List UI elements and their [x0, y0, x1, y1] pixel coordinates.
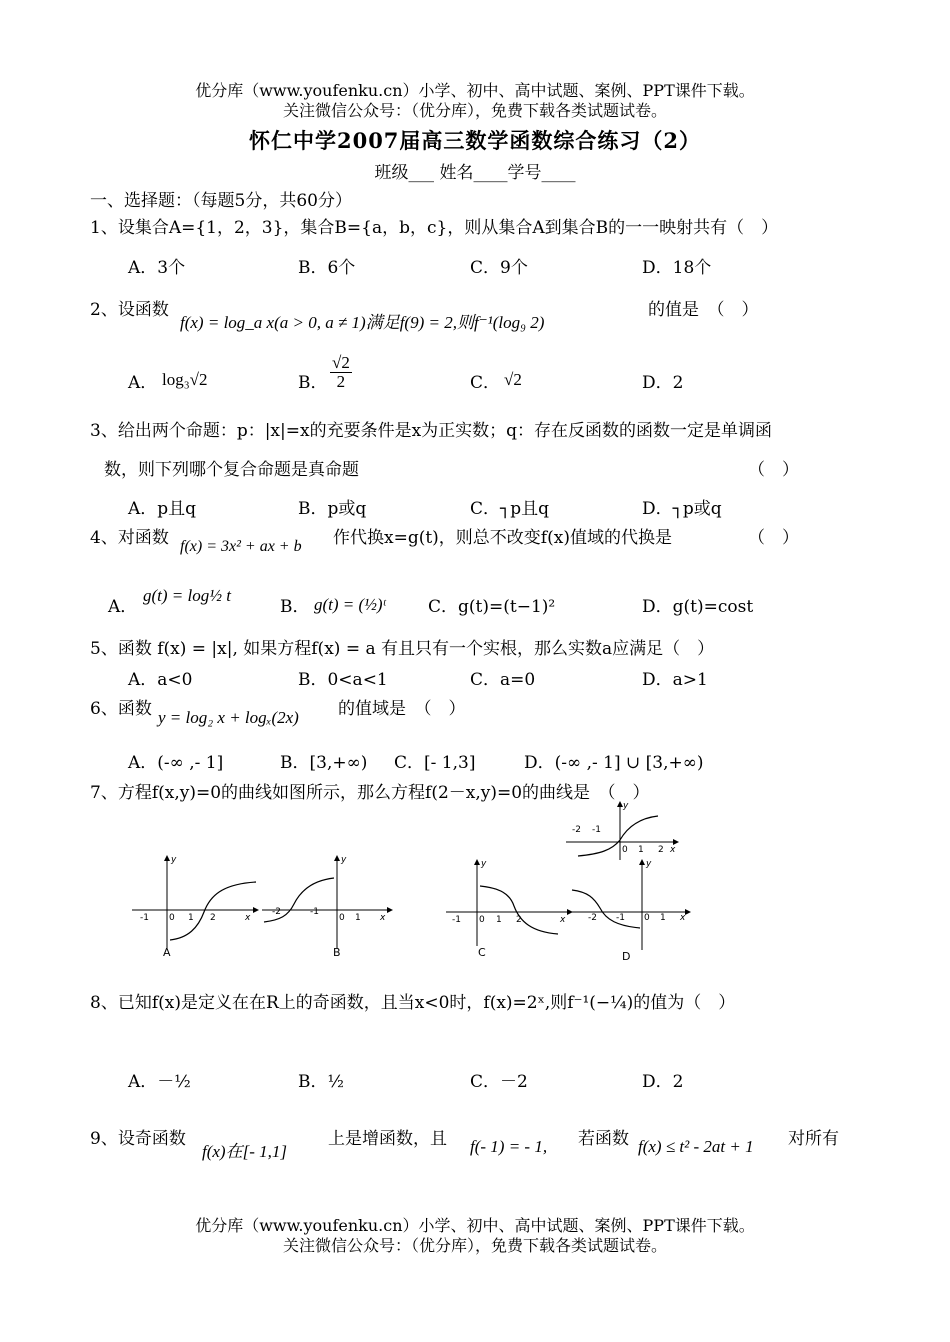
q7-text: 7、方程f(x,y)=0的曲线如图所示，那么方程f(2－x,y)=0的曲线是 （ ）	[90, 783, 650, 803]
footer-line-1: 优分库（www.youfenku.cn）小学、初中、高中试题、案例、PPT课件下载。	[195, 1216, 755, 1235]
page-title: 怀仁中学2007届高三数学函数综合练习（2）	[248, 128, 702, 153]
q5-option-b: B．0<a<1	[298, 670, 388, 690]
svg-text:-1: -1	[140, 913, 149, 923]
svg-text:-2: -2	[272, 907, 281, 917]
graph-b	[262, 855, 392, 948]
student-info-line: 班级___ 姓名____学号____	[374, 163, 576, 183]
svg-text:0: 0	[339, 913, 345, 923]
q1-text: 1、设集合A={1，2，3}，集合B={a，b，c}，则从集合A到集合B的一一映射共有（ ）	[90, 218, 779, 238]
q6-option-a: A．(-∞ ,- 1]	[128, 753, 224, 773]
q9-prefix: 9、设奇函数	[90, 1129, 186, 1149]
q9-formula-2: f(- 1) = - 1,	[470, 1137, 548, 1156]
q2-suffix: 的值是 （ ）	[648, 300, 759, 320]
graph-label-b: B	[333, 946, 341, 959]
q2-option-a: A．	[128, 373, 158, 393]
q9-suffix: 对所有	[788, 1129, 839, 1149]
q5-option-d: D．a>1	[642, 670, 708, 690]
q8-option-c: C．－2	[470, 1072, 528, 1092]
q2-option-c-math: √2	[504, 370, 522, 389]
q4-option-c: C．g(t)=(t−1)²	[428, 597, 556, 617]
q1-option-a: A．3个	[128, 258, 186, 278]
q3-line-2: 数，则下列哪个复合命题是真命题	[104, 460, 359, 480]
svg-text:y: y	[341, 855, 347, 865]
graph-label-c: C	[478, 946, 486, 959]
q2-option-b-fraction	[330, 354, 352, 391]
q4-option-a-math: g(t) = log½ t	[143, 586, 231, 605]
svg-text:1: 1	[188, 913, 194, 923]
graph-label-d: D	[622, 950, 631, 963]
svg-text:-1: -1	[616, 913, 625, 923]
q9-mid-2: 若函数	[578, 1129, 629, 1149]
graph-c	[446, 859, 572, 946]
graph-a	[132, 855, 258, 948]
svg-text:x: x	[560, 915, 566, 925]
q9-formula-1: f(x)在[- 1,1]	[202, 1142, 287, 1161]
q2-formula: f(x) = log_a x(a > 0, a ≠ 1)满足f(9) = 2,则f⁻¹(log₉ 2)	[180, 313, 545, 332]
svg-text:x: x	[245, 913, 251, 923]
svg-text:y: y	[481, 859, 487, 869]
q8-option-b: B．½	[298, 1072, 344, 1092]
svg-text:x: x	[670, 845, 676, 855]
section-heading: 一、选择题：（每题5分，共60分）	[90, 191, 352, 211]
svg-text:0: 0	[622, 845, 628, 855]
q6-option-c: C．[- 1,3]	[394, 753, 476, 773]
q1-option-c: C．9个	[470, 258, 528, 278]
graph-d	[570, 859, 690, 950]
q3-option-b: B．p或q	[298, 499, 367, 519]
header-line-1: 优分库（www.youfenku.cn）小学、初中、高中试题、案例、PPT课件下载。	[195, 81, 755, 100]
svg-text:2: 2	[210, 913, 216, 923]
svg-text:-1: -1	[452, 915, 461, 925]
q9-mid: 上是增函数，且	[328, 1129, 447, 1149]
q2-option-c: C．	[470, 373, 501, 393]
svg-text:y: y	[171, 855, 177, 865]
q1-option-b: B．6个	[298, 258, 356, 278]
q4-option-a: A．	[108, 597, 138, 617]
q9-formula-3: f(x) ≤ t² - 2at + 1	[638, 1137, 754, 1156]
q4-prefix: 4、对函数	[90, 528, 169, 548]
q5-option-c: C．a=0	[470, 670, 536, 690]
q2-b-denominator: 2	[336, 371, 346, 391]
svg-text:-1: -1	[592, 825, 601, 835]
q3-option-c: C．┐p且q	[470, 499, 550, 519]
header-line-2: 关注微信公众号：（优分库），免费下载各类试题试卷。	[282, 101, 667, 120]
q4-option-b: B．	[280, 597, 310, 617]
q6-suffix: 的值域是 （ ）	[338, 699, 466, 719]
q3-paren: （ ）	[748, 460, 799, 480]
q7-graph-figures	[0, 800, 950, 970]
q2-b-numerator: √2	[332, 353, 350, 372]
svg-text:-2: -2	[588, 913, 597, 923]
svg-text:x: x	[380, 913, 386, 923]
q2-prefix: 2、设函数	[90, 300, 169, 320]
q6-option-b: B．[3,+∞)	[280, 753, 368, 773]
svg-text:1: 1	[638, 845, 644, 855]
q4-formula: f(x) = 3x² + ax + b	[180, 538, 302, 555]
q4-option-d: D．g(t)=cost	[642, 597, 754, 617]
footer-line-2: 关注微信公众号：（优分库），免费下载各类试题试卷。	[282, 1236, 667, 1255]
svg-text:2: 2	[658, 845, 664, 855]
q2-option-a-math: log₃√2	[162, 370, 208, 389]
q2-option-d: D．2	[642, 373, 684, 393]
svg-text:y: y	[623, 801, 629, 811]
svg-text:1: 1	[496, 915, 502, 925]
q4-paren: （ ）	[748, 528, 799, 548]
svg-text:1: 1	[660, 913, 666, 923]
q5-option-a: A．a<0	[128, 670, 193, 690]
svg-text:-1: -1	[310, 907, 319, 917]
graph-label-a: A	[163, 946, 171, 959]
svg-text:0: 0	[169, 913, 175, 923]
q4-option-b-math: g(t) = (½)ᵗ	[314, 595, 386, 614]
svg-text:2: 2	[516, 915, 522, 925]
q2-option-b: B．	[298, 373, 328, 393]
q3-option-a: A．p且q	[128, 499, 197, 519]
q8-option-a: A．－½	[128, 1072, 191, 1092]
q3-line-1: 3、给出两个命题：p：|x|=x的充要条件是x为正实数；q：存在反函数的函数一定是单调函	[90, 421, 773, 441]
svg-text:x: x	[680, 913, 686, 923]
q1-option-d: D．18个	[642, 258, 712, 278]
q6-option-d: D．(-∞ ,- 1] ∪ [3,+∞)	[524, 753, 704, 773]
q8-text: 8、已知f(x)是定义在在R上的奇函数，且当x<0时，f(x)=2ˣ,则f⁻¹(−¼)的值为（ ）	[90, 993, 736, 1013]
svg-text:1: 1	[355, 913, 361, 923]
q5-text: 5、函数 f(x) = |x|, 如果方程f(x) = a 有且只有一个实根，那么实数a应满足（ ）	[90, 639, 715, 659]
svg-text:y: y	[646, 859, 652, 869]
q8-option-d: D．2	[642, 1072, 684, 1092]
q4-suffix: 作代换x=g(t)，则总不改变f(x)值域的代换是	[333, 528, 672, 548]
q6-prefix: 6、函数	[90, 699, 152, 719]
svg-text:0: 0	[479, 915, 485, 925]
svg-text:-2: -2	[572, 825, 581, 835]
reference-graph	[566, 801, 678, 860]
svg-text:0: 0	[644, 913, 650, 923]
q3-option-d: D．┐p或q	[642, 499, 722, 519]
q6-formula: y = log₂ x + logₓ(2x)	[158, 708, 299, 727]
